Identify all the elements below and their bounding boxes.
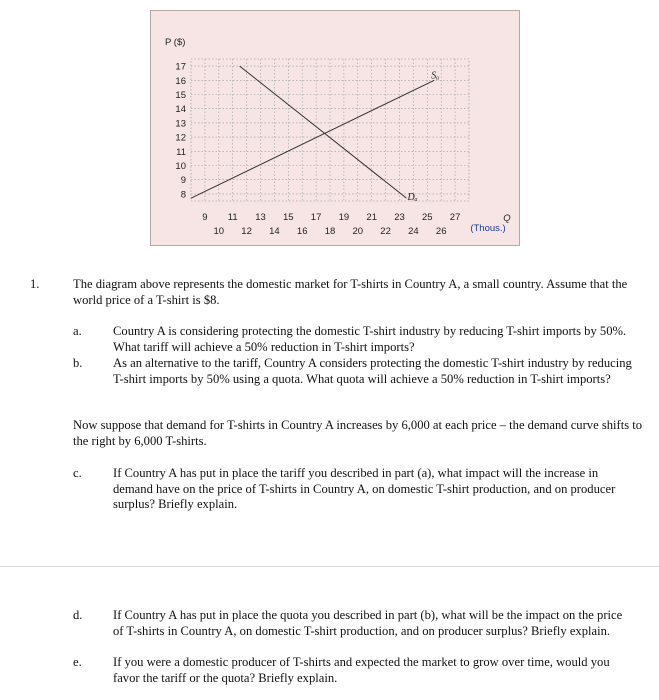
x-tick-label: 18 (324, 226, 336, 237)
part-d-letter: d. (73, 608, 83, 622)
supply-curve (191, 80, 434, 198)
y-tick-label: 8 (180, 189, 186, 201)
y-tick-label: 16 (175, 75, 186, 87)
demand-curve-label: Dₐ (407, 192, 418, 204)
x-tick-label: 20 (352, 226, 364, 237)
x-axis-label: Q (503, 213, 511, 224)
question-number: 1. (30, 277, 40, 291)
y-tick-label: 13 (175, 118, 186, 130)
x-tick-label: 15 (283, 212, 294, 223)
y-tick-labels (175, 62, 186, 201)
y-axis-label: P ($) (165, 37, 186, 48)
x-tick-label: 11 (227, 212, 238, 223)
x-tick-label: 14 (269, 226, 280, 237)
chart-grid (191, 59, 469, 204)
part-a-letter: a. (73, 324, 82, 338)
x-tick-label: 16 (296, 226, 308, 237)
x-tick-label: 24 (408, 226, 419, 237)
y-tick-label: 11 (176, 146, 186, 158)
y-tick-label: 15 (175, 90, 186, 101)
x-tick-label: 9 (202, 212, 208, 223)
part-c-text: If Country A has put in place the tariff you described in part (a), what impact will the increase in demand have on the price of T-shirts in Country A, on domestic T-shirt production, and on producer surplus? Briefly explain. (113, 466, 616, 511)
chart-svg (151, 11, 521, 247)
supply-demand-chart (150, 10, 520, 246)
supply-curve-label: Sₐ (431, 70, 440, 82)
x-tick-label: 13 (255, 212, 266, 223)
x-tick-label: 21 (366, 212, 377, 223)
x-tick-label: 12 (241, 226, 252, 237)
part-a-text: Country A is considering protecting the domestic T-shirt industry by reducing T-shirt imports by 50%. What tariff will achieve a 50% reduction in T-shirt imports? (113, 324, 627, 354)
part-e-letter: e. (73, 655, 82, 669)
y-tick-label: 17 (175, 61, 186, 73)
demand-shift-text: Now suppose that demand for T-shirts in Country A increases by 6,000 at each price – the demand curve shifts to the right by 6,000 T-shirts. (73, 418, 643, 448)
x-axis-unit: (Thous.) (470, 223, 506, 234)
x-tick-label: 10 (213, 226, 225, 237)
part-b-text: As an alternative to the tariff, Country A considers protecting the domestic T-shirt industry by reducing T-shirt imports by 50% using a quota. What quota will achieve a 50% reduction in T-shirt imports? (113, 356, 632, 386)
y-tick-label: 14 (175, 104, 186, 116)
x-tick-label: 23 (394, 212, 405, 223)
x-tick-label: 22 (380, 226, 391, 237)
question-intro: The diagram above represents the domestic market for T-shirts in Country A, a small country. Assume that the world price of a T-shirt is $8. (73, 277, 628, 307)
y-tick-label: 12 (175, 132, 186, 144)
part-c-letter: c. (73, 466, 82, 480)
part-d-text: If Country A has put in place the quota you described in part (b), what will be the impact on the price of T-shirts in Country A, on domestic T-shirt production, and on producer surplus? Briefly explain. (113, 608, 623, 638)
y-tick-label: 10 (175, 161, 186, 172)
y-tick-label: 9 (180, 175, 186, 187)
x-tick-label: 27 (449, 212, 461, 223)
part-e-text: If you were a domestic producer of T-shirts and expected the market to grow over time, would you favor the tariff or the quota? Briefly explain. (113, 655, 610, 685)
demand-curve (240, 66, 407, 198)
x-tick-label: 25 (422, 212, 433, 223)
part-b-letter: b. (73, 356, 83, 370)
x-tick-label: 26 (435, 226, 447, 237)
x-tick-label: 19 (338, 212, 350, 223)
page-divider (0, 566, 659, 567)
x-tick-label: 17 (310, 212, 322, 223)
x-tick-labels (202, 212, 460, 237)
